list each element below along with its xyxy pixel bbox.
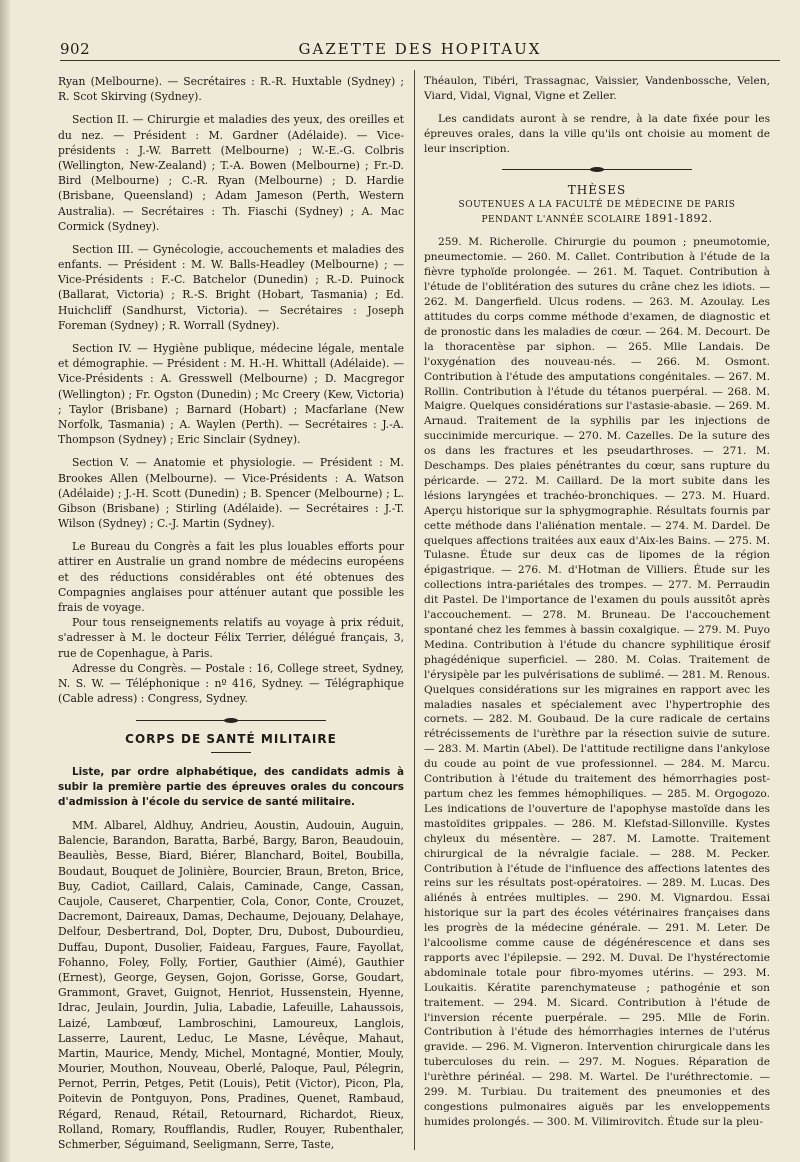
section-separator [58, 712, 404, 724]
left-column [58, 74, 404, 1152]
theses-title: THÈSES [567, 182, 627, 197]
paragraph-section-v: Section V. — Anatomie et physiologie. — Président : M. Brookes Allen (Melbourne). — Vice-Présidents : A. Watson (Adélaide) ; J.-H. Scott (Dunedin) ; B. Spencer (Melbourne) ; L. Gibson (Brisbane) ; Stirling (Adélaide). — Secrétaires : J.-T. Wilson (Sydney) ; C.-J. Martin (Sydney). [58, 456, 404, 531]
column-divider [414, 70, 415, 1150]
book-spine-edge [0, 0, 10, 1162]
right-column [424, 74, 770, 1130]
theses-year: 1891-1892. [644, 212, 713, 226]
paragraph-section-iii: Section III. — Gynécologie, accouchements et maladies des enfants. — Président : M. W. Balls-Headley (Melbourne) ; — Vice-Présidents : F.-C. Batchelor (Dunedin) ; R.-D. Puinock (Ballarat, Victoria) ; R.-S. Bright (Hobart, Tasmania) ; Ed. Huichcliff (Sandhurst, Victoria). — Secrétaires : Joseph Foreman (Sydney) ; R. Worrall (Sydney). [58, 242, 404, 332]
theses-subtitle-2 [424, 212, 770, 227]
section-separator-theses [424, 163, 770, 175]
candidates-list-end: Théaulon, Tibéri, Trassagnac, Vaissier, Vandenbossche, Velen, Viard, Vidal, Vignal, Vigne et Zeller. [424, 75, 770, 102]
candidates-list: MM. Albarel, Aldhuy, Andrieu, Aoustin, Audouin, Auguin, Balencie, Barandon, Baratta, Barbé, Bargy, Baron, Beaudouin, Beauliès, Besse, Biard, Biérer, Blanchard, Boitel, Boubilla, Boudaut, Bouquet de Jolinière, Bourcier, Braun, Breton, Brice, Buy, Cadiot, Caillard, Calais, Caminade, Cange, Cassan, Caujole, Causeret, Charpentier, Cola, Conor, Conte, Crouzet, Dacremont, Daireaux, Damas, Dechaume, Dejouany, Delahaye, Delfour, Desbertrand, Dol, Dopter, Dru, Dubost, Dubourdieu, Duffau, Dupont, Dusolier, Faideau, Fargues, Faure, Fayollat, Fohanno, Foley, Folly, Fortier, Gauthier (Aimé), Gauthier (Ernest), George, Geysen, Gojon, Gorisse, Gorse, Goudart, Grammont, Gravet, Guignot, Henriot, Hussenstein, Hyenne, Idrac, Jeulain, Jourdin, Julia, Labadie, Lafeuille, Lahaussois, Laizé, Lambœuf, Lambroschini, Lamoureux, Langlois, Lasserre, Laurent, Leduc, Le Masne, Lévêque, Mahaut, Martin, Maurice, Mendy, Michel, Montagné, Montier, Mouly, Mourier, Mouthon, Nouveau, Oberlé, Paloque, Paul, Pélegrin, Pernot, Perrin, Petges, Petit (Louis), Petit (Victor), Picon, Pla, Poitevin de Pontguyon, Pons, Pradines, Quenet, Rambaud, Régard, Renaud, Rétail, Retournard, Richardot, Rieux, Rolland, Romary, Roufflandis, Rudler, Rouyer, Rubenthaler, Schmerber, Séguimand, Seeligmann, Serre, Taste, [58, 819, 404, 1151]
theses-period-label: PENDANT L'ANNÉE SCOLAIRE [481, 215, 641, 226]
paragraph-epreuves: Les candidats auront à se rendre, à la date fixée pour les épreuves orales, dans la ville qu'ils ont choisie au moment de leur inscription. [424, 112, 770, 155]
paragraph-section-ii: Section II. — Chirurgie et maladies des yeux, des oreilles et du nez. — Président : M. Gardner (Adélaide). — Vice-présidents : J.-W. Barrett (Melbourne) ; W.-E.-G. Colbris (Wellington, New-Zealand) ; T.-A. Bowen (Melbourne) ; Fr.-D. Bird (Melbourne) ; C.-R. Ryan (Melbourne) ; D. Hardie (Brisbane, Queensland) ; Adam Jameson (Perth, Western Australia). — Secrétaires : Th. Fiaschi (Sydney) ; A. Mac Cormick (Sydney). [58, 113, 404, 233]
paragraph-section-iv: Section IV. — Hygiène publique, médecine légale, mentale et démographie. — Président : M. H.-H. Whittall (Adélaide). — Vice-Présidents : A. Gresswell (Melbourne) ; D. Macgregor (Wellington) ; Fr. Ogston (Dunedin) ; Mc Creery (Kew, Victoria) ; Taylor (Brisbane) ; Barnard (Hobart) ; Macfarlane (New Norfolk, Tasmania) ; A. Waylen (Perth). — Secrétaires : J.-A. Thompson (Sydney) ; Eric Sinclair (Sydney). [58, 342, 404, 447]
page-number: 902 [60, 40, 91, 58]
journal-title: GAZETTE DES HOPITAUX [298, 40, 542, 58]
section-title-corps-sante: CORPS DE SANTÉ MILITAIRE [125, 732, 337, 747]
paragraph-bureau: Le Bureau du Congrès a fait les plus louables efforts pour attirer en Australie un grand nombre de médecins européens et des réductions considérables ont été obtenues des Compagnies anglaises pour atténuer autant que possible les frais de voyage. [58, 540, 404, 614]
theses-subtitle: SOUTENUES A LA FACULTÉ DE MÉDECINE DE PARIS [458, 200, 736, 211]
candidates-intro: Liste, par ordre alphabétique, des candidats admis à subir la première partie des épreuves orales du concours d'admission à l'école du service de santé militaire. [58, 765, 404, 808]
paragraph-section-i-end: Ryan (Melbourne). — Secrétaires : R.-R. Huxtable (Sydney) ; R. Scot Skirving (Sydney). [58, 75, 404, 104]
page-header [60, 36, 780, 61]
paragraph-renseignements: Pour tous renseignements relatifs au voyage à prix réduit, s'adresser à M. le docteur Félix Terrier, délégué français, 3, rue de Copenhague, à Paris. [58, 616, 404, 660]
title-underline [211, 752, 251, 753]
paragraph-adresse: Adresse du Congrès. — Postale : 16, College street, Sydney, N. S. W. — Téléphonique : nº 416, Sydney. — Télégraphique (Cable adress) : Congress, Sydney. [58, 661, 404, 706]
theses-list: 259. M. Richerolle. Chirurgie du poumon ; pneumotomie, pneumectomie. — 260. M. Callet. Contribution à l'étude de la fièvre typhoïde prolongée. — 261. M. Taquet. Contribution à l'étude de l'oblitération des sutures du crâne chez les idiots. — 262. M. Dangerfield. Ulcus rodens. — 263. M. Azoulay. Les attitudes du corps comme méthode d'examen, de diagnostic et de pronostic dans les maladies de cœur. — 264. M. Decourt. De la thoracentèse par siphon. — 265. Mlle Landais. De l'oxygénation des nouveau-nés. — 266. M. Osmont. Contribution à l'étude des amputations congénitales. — 267. M. Rollin. Contribution à l'étude du tétanos puerpéral. — 268. M. Maigre. Quelques considérations sur l'astasie-abasie. — 269. M. Arnaud. Traitement de la syphilis par les injections de succinimide mercurique. — 270. M. Cazelles. De la suture des os dans les fractures et les pseudarthroses. — 271. M. Deschamps. Des plaies pénétrantes du cœur, sans rupture du péricarde. — 272. M. Caillard. De la mort subite dans les lésions laryngées et trachéo-bronchiques. — 273. M. Huard. Aperçu historique sur la sphygmographie. Résultats fournis par cette méthode dans l'aliénation mentale. — 274. M. Dardel. De quelques affections traitées aux eaux d'Aix-les Bains. — 275. M. Tulasne. Étude sur deux cas de lipomes de la région épigastrique. — 276. M. d'Hotman de Villiers. Étude sur les collections intra-pariétales des trompes. — 277. M. Perraudin dit Pastel. De l'importance de l'examen du pouls aussitôt après l'accouchement. — 278. M. Bruneau. De l'accouchement spontané chez les femmes à bassin coxalgique. — 279. M. Puyo Medina. Contribution à l'étude du chancre syphilitique érosif phagédénique superficiel. — 280. M. Colas. Traitement de l'érysipèle par les pulvérisations de sublimé. — 281. M. Renous. Quelques considérations sur les migraines en rapport avec les maladies nasales et spécialement avec l'hypertrophie des cornets. — 282. M. Goubaud. De la cure radicale de certains rétrécissements de l'urèthre par la résection suivie de suture. — 283. M. Martin (Abel). De l'attitude rectiligne dans l'ankylose du coude au point de vue professionnel. — 284. M. Marcu. Contribution à l'étude du traitement des hémorrhagies post-partum chez les femmes hémophiliques. — 285. M. Orgogozo. Les indications de l'ouverture de l'apophyse mastoïde dans les mastoïdites grippales. — 286. M. Klefstad-Sillonville. Kystes chyleux du mésentère. — 287. M. Lamotte. Traitement chirurgical de la névralgie faciale. — 288. M. Pecker. Contribution à l'étude de l'influence des affections latentes des reins sur les résultats post-opératoires. — 289. M. Lucas. Des aliénés à entrées multiples. — 290. M. Vignardou. Essai historique sur la part des écoles vétérinaires françaises dans les progrès de la médecine générale. — 291. M. Leter. De l'alcoolisme comme cause de dégénérescence et dans ses rapports avec l'épilepsie. — 292. M. Duval. De l'hystérectomie abdominale totale pour fibro-myomes utérins. — 293. M. Loukaitis. Kératite parenchymateuse ; pathogénie et son traitement. — 294. M. Sicard. Contribution à l'étude de l'inversion récente puerpérale. — 295. Mlle de Forin. Contribution à l'étude des hémorrhagies internes de l'utérus gravide. — 296. M. Vigneron. Intervention chirurgicale dans les tuberculoses du rein. — 297. M. Nogues. Réparation de l'urèthre périnéal. — 298. M. Wartel. De l'uréthrectomie. — 299. M. Turbiau. Du traitement des pneumonies et des congestions pulmonaires aiguës par les enveloppements humides prolongés. — 300. M. Vilimirovitch. Étude sur la pleu- [424, 236, 770, 1128]
